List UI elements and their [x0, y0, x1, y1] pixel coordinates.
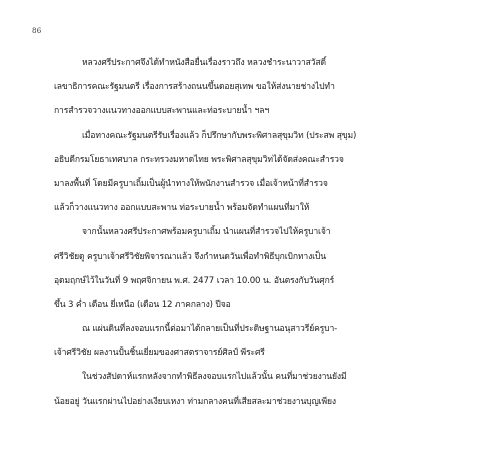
body-text: [54, 56, 428, 419]
text-line: ศรีวิชัยดู ครูบาเจ้าศรีวิชัยพิจารณาแล้ว จึงกำหนดวันเพื่อทำพิธีบุกเบิกทางเป็น: [54, 251, 326, 262]
text-line: เมื่อทางคณะรัฐมนตรีรับเรื่องแล้ว ก็ปรึกษากับพระพิศาลสุขุมวิท (ประสพ สุขุม): [82, 130, 357, 141]
text-line: จากนั้นหลวงศรีประกาศพร้อมครูบาเถิ้ม นำแผนที่สำรวจไปให้ครูบาเจ้า: [82, 227, 331, 238]
text-line: อุดมฤกษ์ไว้ในวันที่ 9 พฤศจิกายน พ.ศ. 2477 เวลา 10.00 น. อันตรงกับวันศุกร์: [54, 275, 335, 286]
text-line: เลขาธิการคณะรัฐมนตรี เรื่องการสร้างถนนขึ้นดอยสุเทพ ขอให้ส่งนายช่างไปทำ: [54, 82, 335, 93]
text-line: มาลงพื้นที่ โดยมีครูบาเถิ้มเป็นผู้นำทางให้พนักงานสำรวจ เมื่อเจ้าหน้าที่สำรวจ: [54, 178, 328, 189]
text-line: เจ้าศรีวิชัย ผลงานปั้นชิ้นเยี่ยมของศาสตราจารย์ศิลป์ พีระศรี: [54, 348, 265, 359]
text-line: การสำรวจวางแนวทางออกแบบสะพานและท่อระบายน้ำ ฯลฯ: [54, 106, 270, 117]
text-line: หลวงศรีประกาศจึงได้ทำหนังสือยื่นเรื่องราวถึง หลวงชำระนาวาสวัสดิ์: [82, 58, 326, 68]
text-line: ณ แผ่นดินที่ลงจอบแรกนี้ต่อมาได้กลายเป็นที่ประดิษฐานอนุสาวรีย์ครูบา-: [82, 324, 338, 335]
text-line: อธิบดีกรมโยธาเทศบาล กระทรวงมหาดไทย พระพิศาลสุขุมวิทได้จัดส่งคณะสำรวจ: [54, 154, 344, 165]
text-line: ขึ้น 3 ค่ำ เดือน ยี่เหนือ (เดือน 12 ภาคกลาง) ปีจอ: [54, 299, 231, 310]
text-line: น้อยอยู่ วันแรกผ่านไปอย่างเงียบเหงา ท่ามกลางคนที่เสียสละมาช่วยงานบุญเพียง: [54, 396, 336, 407]
text-line: ในช่วงสัปดาห์แรกหลังจากทำพิธีลงจอบแรกไปแล้วนั้น คนที่มาช่วยงานยังมี: [82, 372, 347, 383]
page-number: 86: [32, 27, 42, 35]
text-line: แล้วก็วางแนวทาง ออกแบบสะพาน ท่อระบายน้ำ พร้อมจัดทำแผนที่มาให้: [54, 203, 310, 214]
